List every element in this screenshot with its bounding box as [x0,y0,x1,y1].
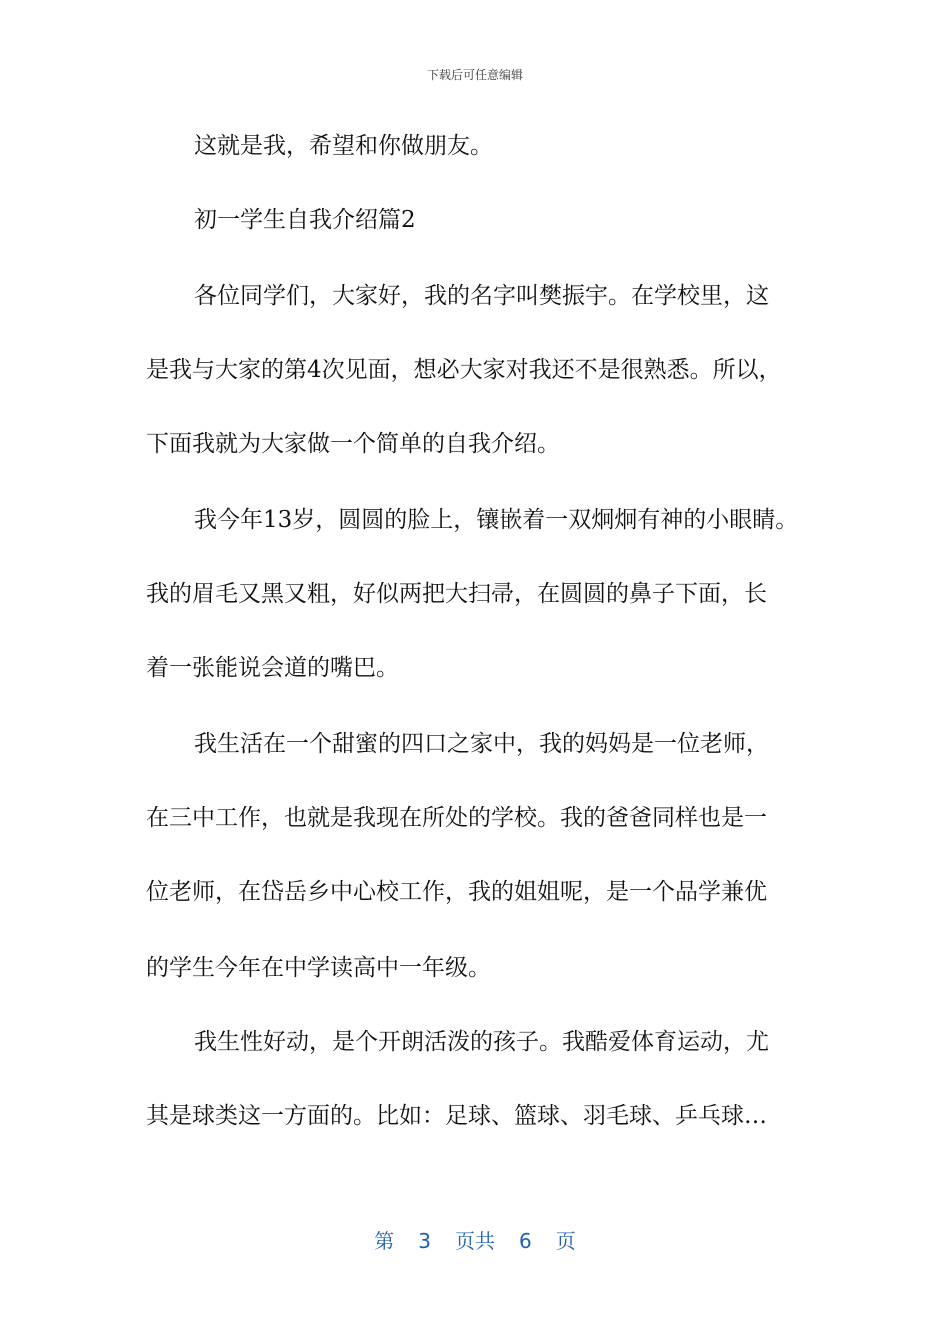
footer-prefix: 第 [374,1229,395,1253]
text-line: 的学生今年在中学读高中一年级。 [146,955,491,981]
footer-current-page: 3 [418,1229,431,1253]
text-line: 这就是我，希望和你做朋友。 [194,133,493,159]
page-footer [0,1225,950,1254]
text-line: 着一张能说会道的嘴巴。 [146,655,399,681]
text-line: 我生性好动，是个开朗活泼的孩子。我酷爱体育运动，尤 [194,1029,769,1055]
text-line: 我的眉毛又黑又粗，好似两把大扫帚，在圆圆的鼻子下面，长 [146,581,767,607]
text-line: 其是球类这一方面的。比如：足球、篮球、羽毛球、乒乓球… [146,1103,767,1129]
section-heading: 初一学生自我介绍篇2 [194,207,416,233]
text-line: 在三中工作，也就是我现在所处的学校。我的爸爸同样也是一 [146,805,767,831]
text-line: 各位同学们，大家好，我的名字叫樊振宇。在学校里，这 [194,283,769,309]
footer-middle: 页共 [455,1229,495,1253]
footer-total-pages: 6 [519,1229,532,1253]
text-line: 我生活在一个甜蜜的四口之家中，我的妈妈是一位老师， [194,731,769,757]
text-line: 下面我就为大家做一个简单的自我介绍。 [146,431,560,457]
text-line: 我今年13岁，圆圆的脸上，镶嵌着一双炯炯有神的小眼睛。 [194,507,799,533]
text-line: 位老师，在岱岳乡中心校工作，我的姐姐呢，是一个品学兼优 [146,879,767,905]
text-line: 是我与大家的第4次见面，想必大家对我还不是很熟悉。所以， [146,357,782,383]
header-note: 下载后可任意编辑 [426,68,523,82]
footer-suffix: 页 [555,1229,576,1253]
